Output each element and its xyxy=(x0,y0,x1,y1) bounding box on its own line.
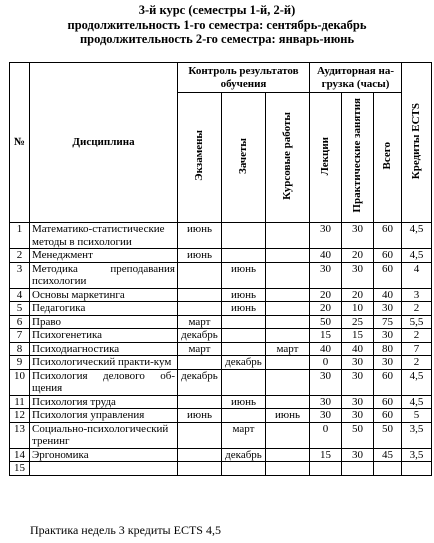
lecture-hours xyxy=(310,462,342,476)
exam-month: март xyxy=(178,315,222,329)
coursework-month xyxy=(266,288,310,302)
practice-hours: 40 xyxy=(342,342,374,356)
ects-credits xyxy=(402,462,432,476)
col-coursework-header: Курсовые работы xyxy=(266,93,310,223)
test-month: июнь xyxy=(222,395,266,409)
discipline-name: Педагогика xyxy=(30,302,178,316)
table-row xyxy=(10,369,432,395)
col-practice-header: Практические занятия xyxy=(342,93,374,223)
practice-hours: 20 xyxy=(342,249,374,263)
row-number: 1 xyxy=(10,223,30,249)
exam-month xyxy=(178,356,222,370)
practice-hours: 30 xyxy=(342,409,374,423)
total-hours: 30 xyxy=(374,356,402,370)
exam-month xyxy=(178,262,222,288)
exam-month: июнь xyxy=(178,249,222,263)
table-row xyxy=(10,395,432,409)
coursework-month xyxy=(266,223,310,249)
lecture-hours: 30 xyxy=(310,369,342,395)
practice-hours: 30 xyxy=(342,395,374,409)
lecture-hours: 0 xyxy=(310,356,342,370)
row-number: 8 xyxy=(10,342,30,356)
practice-hours: 20 xyxy=(342,288,374,302)
row-number: 2 xyxy=(10,249,30,263)
table-row xyxy=(10,249,432,263)
coursework-month xyxy=(266,315,310,329)
total-hours: 30 xyxy=(374,302,402,316)
coursework-month: март xyxy=(266,342,310,356)
ects-credits: 4,5 xyxy=(402,223,432,249)
lecture-hours: 30 xyxy=(310,395,342,409)
lecture-hours: 20 xyxy=(310,288,342,302)
group-hours-header: Аудиторная на-грузка (часы) xyxy=(310,63,402,93)
discipline-name xyxy=(30,462,178,476)
ects-credits: 5 xyxy=(402,409,432,423)
discipline-name: Математико-статистические методы в психологии xyxy=(30,223,178,249)
col-lectures-header: Лекции xyxy=(310,93,342,223)
total-hours: 60 xyxy=(374,262,402,288)
total-hours: 60 xyxy=(374,249,402,263)
table-row xyxy=(10,356,432,370)
row-number: 5 xyxy=(10,302,30,316)
row-number: 13 xyxy=(10,422,30,448)
test-month: июнь xyxy=(222,288,266,302)
total-hours: 75 xyxy=(374,315,402,329)
lecture-hours: 15 xyxy=(310,448,342,462)
lecture-hours: 30 xyxy=(310,262,342,288)
test-month: июнь xyxy=(222,262,266,288)
lecture-hours: 30 xyxy=(310,223,342,249)
test-month xyxy=(222,342,266,356)
coursework-month xyxy=(266,422,310,448)
coursework-month xyxy=(266,395,310,409)
exam-month: июнь xyxy=(178,223,222,249)
table-row xyxy=(10,315,432,329)
test-month xyxy=(222,329,266,343)
exam-month xyxy=(178,462,222,476)
discipline-name: Психология труда xyxy=(30,395,178,409)
test-month xyxy=(222,409,266,423)
row-number: 9 xyxy=(10,356,30,370)
discipline-name: Психологический практи-кум xyxy=(30,356,178,370)
discipline-name: Социально-психологический тренинг xyxy=(30,422,178,448)
lecture-hours: 20 xyxy=(310,302,342,316)
lecture-hours: 40 xyxy=(310,249,342,263)
test-month: декабрь xyxy=(222,356,266,370)
row-number: 4 xyxy=(10,288,30,302)
total-hours: 40 xyxy=(374,288,402,302)
ects-credits: 3,5 xyxy=(402,448,432,462)
practice-hours xyxy=(342,462,374,476)
discipline-name: Психогенетика xyxy=(30,329,178,343)
test-month xyxy=(222,249,266,263)
coursework-month xyxy=(266,369,310,395)
test-month: июнь xyxy=(222,302,266,316)
header-line-1: 3-й курс (семестры 1-й, 2-й) xyxy=(138,3,296,17)
test-month xyxy=(222,369,266,395)
exam-month: март xyxy=(178,342,222,356)
col-ects-header: Кредиты ECTS xyxy=(402,63,432,223)
group-control-header: Контроль результатов обучения xyxy=(178,63,310,93)
exam-month xyxy=(178,395,222,409)
exam-month xyxy=(178,448,222,462)
practice-hours: 10 xyxy=(342,302,374,316)
table-row xyxy=(10,223,432,249)
total-hours: 60 xyxy=(374,409,402,423)
coursework-month xyxy=(266,262,310,288)
practice-hours: 30 xyxy=(342,223,374,249)
coursework-month xyxy=(266,462,310,476)
test-month xyxy=(222,223,266,249)
col-discipline-header: Дисциплина xyxy=(30,63,178,223)
row-number: 15 xyxy=(10,462,30,476)
practice-hours: 15 xyxy=(342,329,374,343)
col-tests-header: Зачеты xyxy=(222,93,266,223)
total-hours: 30 xyxy=(374,329,402,343)
row-number: 14 xyxy=(10,448,30,462)
test-month: декабрь xyxy=(222,448,266,462)
ects-credits: 4,5 xyxy=(402,369,432,395)
test-month xyxy=(222,315,266,329)
practice-hours: 25 xyxy=(342,315,374,329)
header-line-2: продолжительность 1-го семестра: сентябрь-декабрь xyxy=(67,17,367,32)
table-row xyxy=(10,462,432,476)
coursework-month: июнь xyxy=(266,409,310,423)
lecture-hours: 0 xyxy=(310,422,342,448)
header-line-3: продолжительность 2-го семестра: январь-июнь xyxy=(79,32,355,46)
ects-credits: 2 xyxy=(402,329,432,343)
discipline-name: Право xyxy=(30,315,178,329)
discipline-name: Методика преподавания психологии xyxy=(30,262,178,288)
table-row xyxy=(10,302,432,316)
row-number: 10 xyxy=(10,369,30,395)
discipline-name: Психология делового об-щения xyxy=(30,369,178,395)
exam-month: июнь xyxy=(178,409,222,423)
total-hours: 80 xyxy=(374,342,402,356)
ects-credits: 4,5 xyxy=(402,249,432,263)
ects-credits: 5,5 xyxy=(402,315,432,329)
coursework-month xyxy=(266,302,310,316)
exam-month xyxy=(178,302,222,316)
lecture-hours: 50 xyxy=(310,315,342,329)
exam-month xyxy=(178,288,222,302)
row-number: 3 xyxy=(10,262,30,288)
exam-month: декабрь xyxy=(178,369,222,395)
coursework-month xyxy=(266,329,310,343)
ects-credits: 4 xyxy=(402,262,432,288)
table-row xyxy=(10,288,432,302)
coursework-month xyxy=(266,249,310,263)
total-hours: 60 xyxy=(374,223,402,249)
row-number: 12 xyxy=(10,409,30,423)
document-header xyxy=(0,3,434,47)
practice-hours: 30 xyxy=(342,369,374,395)
table-row xyxy=(10,329,432,343)
practice-hours: 30 xyxy=(342,356,374,370)
col-total-header: Всего xyxy=(374,93,402,223)
coursework-month xyxy=(266,356,310,370)
col-number-header: № xyxy=(10,63,30,223)
ects-credits: 3,5 xyxy=(402,422,432,448)
practice-hours: 50 xyxy=(342,422,374,448)
discipline-name: Психодиагностика xyxy=(30,342,178,356)
ects-credits: 4,5 xyxy=(402,395,432,409)
table-row xyxy=(10,448,432,462)
lecture-hours: 40 xyxy=(310,342,342,356)
discipline-name: Эргономика xyxy=(30,448,178,462)
total-hours: 45 xyxy=(374,448,402,462)
practice-note: Практика недель 3 кредиты ECTS 4,5 xyxy=(30,523,221,537)
discipline-name: Основы маркетинга xyxy=(30,288,178,302)
discipline-name: Психология управления xyxy=(30,409,178,423)
curriculum-table xyxy=(9,62,432,476)
row-number: 11 xyxy=(10,395,30,409)
col-exams-header: Экзамены xyxy=(178,93,222,223)
ects-credits: 2 xyxy=(402,356,432,370)
lecture-hours: 15 xyxy=(310,329,342,343)
total-hours: 60 xyxy=(374,369,402,395)
ects-credits: 3 xyxy=(402,288,432,302)
coursework-month xyxy=(266,448,310,462)
exam-month: декабрь xyxy=(178,329,222,343)
test-month: март xyxy=(222,422,266,448)
table-row xyxy=(10,409,432,423)
total-hours: 50 xyxy=(374,422,402,448)
row-number: 6 xyxy=(10,315,30,329)
discipline-name: Менеджмент xyxy=(30,249,178,263)
exam-month xyxy=(178,422,222,448)
table-row xyxy=(10,342,432,356)
test-month xyxy=(222,462,266,476)
practice-hours: 30 xyxy=(342,262,374,288)
table-row xyxy=(10,262,432,288)
table-row xyxy=(10,422,432,448)
ects-credits: 7 xyxy=(402,342,432,356)
total-hours: 60 xyxy=(374,395,402,409)
row-number: 7 xyxy=(10,329,30,343)
ects-credits: 2 xyxy=(402,302,432,316)
total-hours xyxy=(374,462,402,476)
lecture-hours: 30 xyxy=(310,409,342,423)
practice-hours: 30 xyxy=(342,448,374,462)
